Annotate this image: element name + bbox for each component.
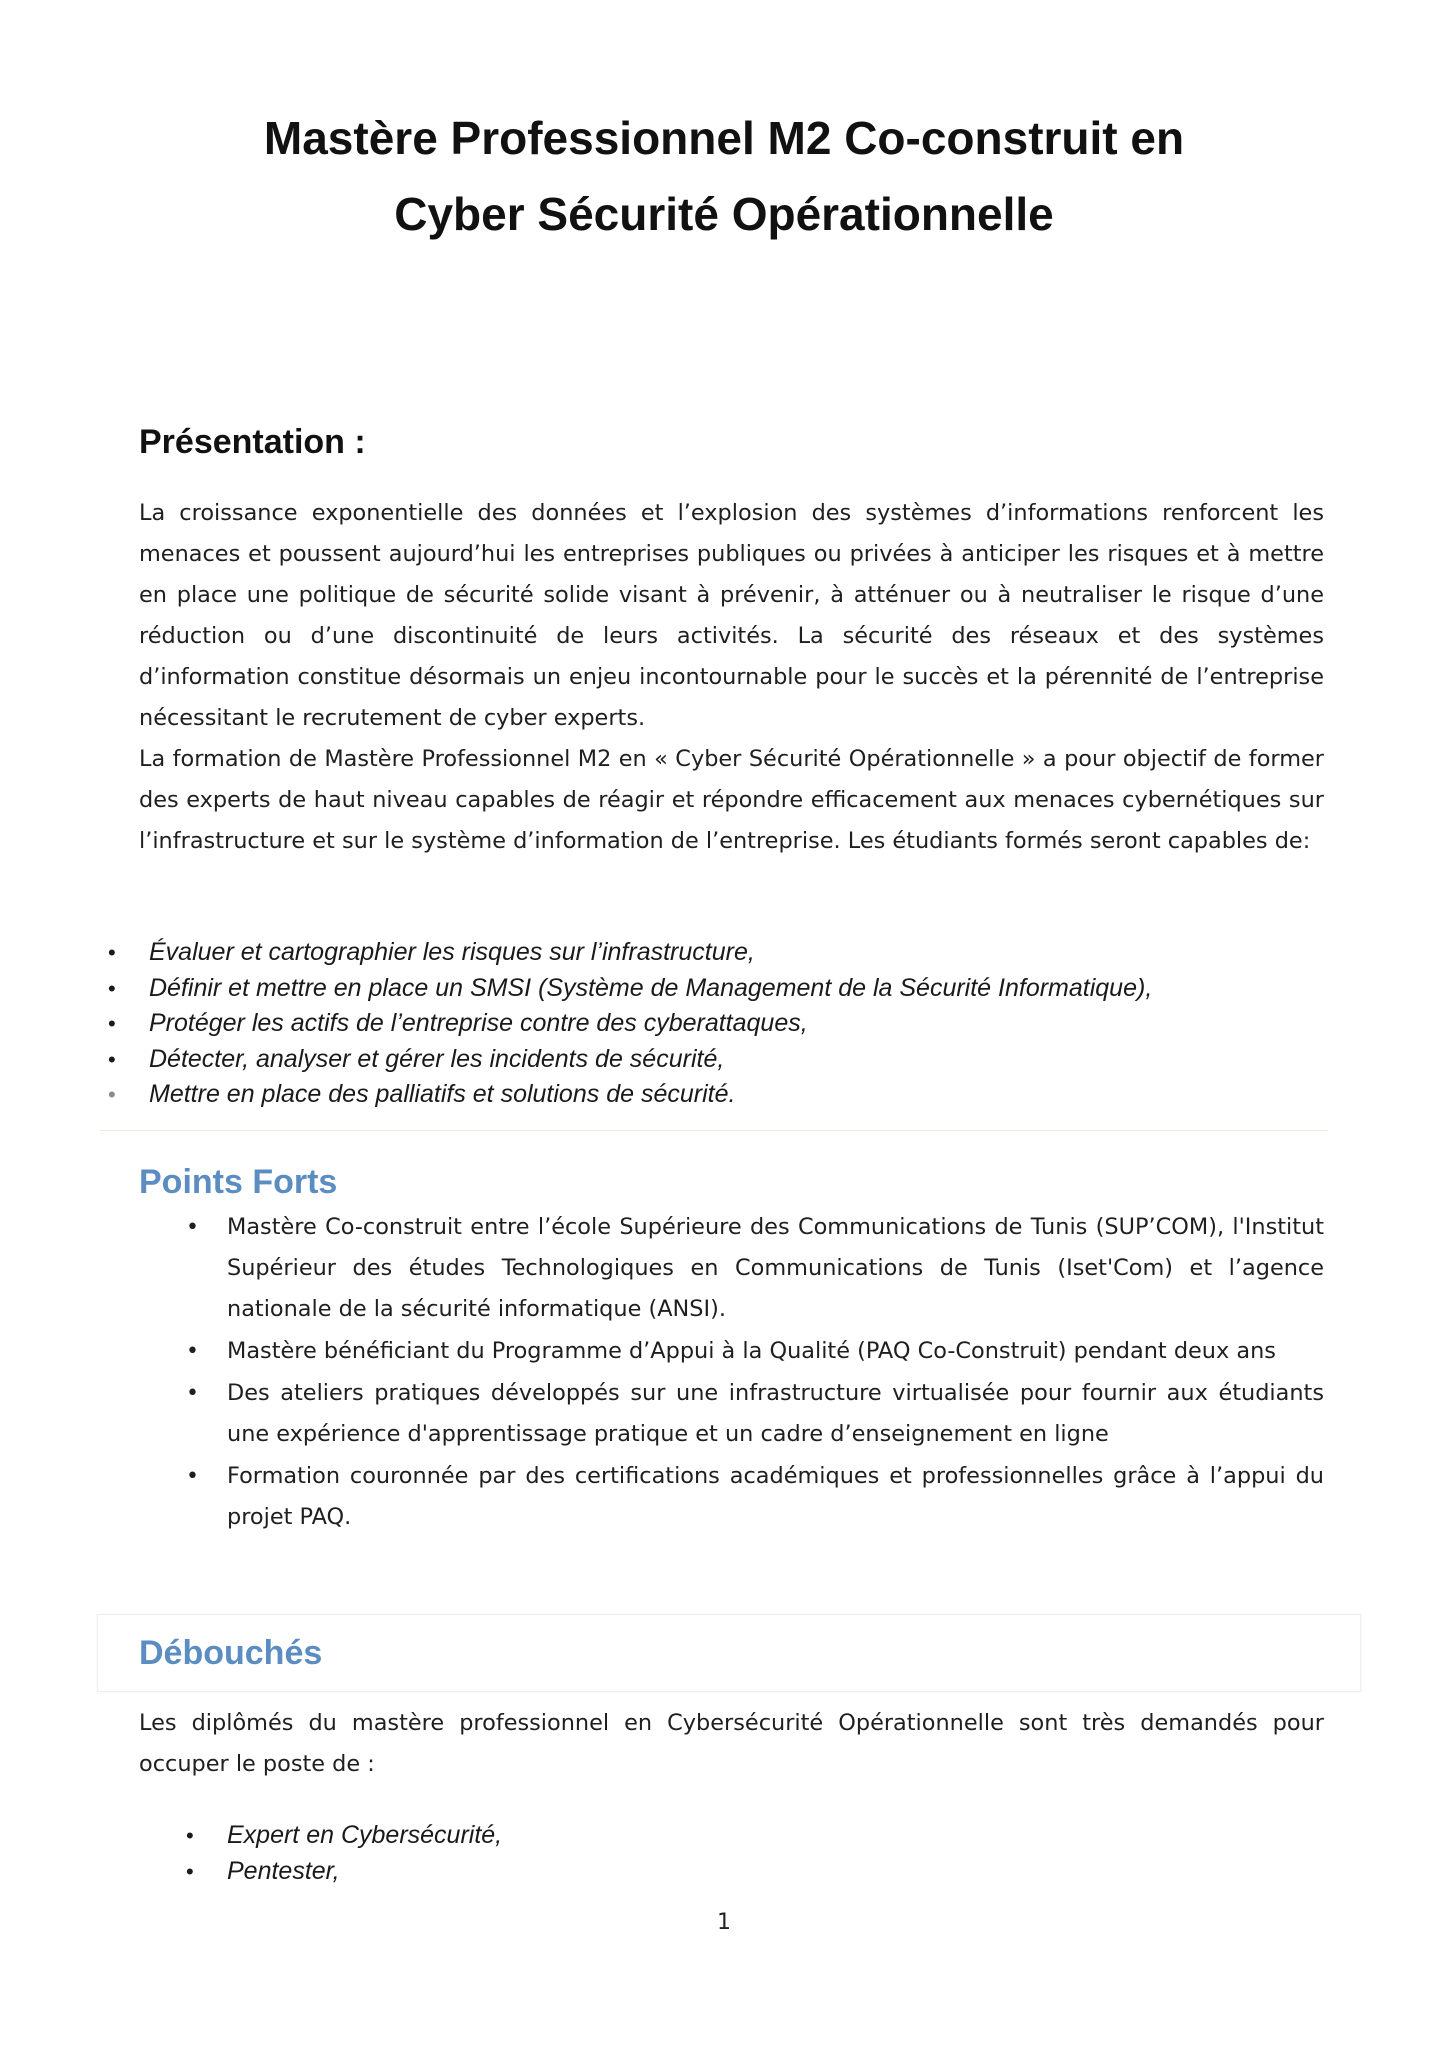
document-title <box>0 100 1448 252</box>
list-item: • Mastère bénéficiant du Programme d’Appui à la Qualité (PAQ Co-Construit) pendant deux ans <box>139 1331 1324 1372</box>
bullet-icon: • <box>108 1046 116 1072</box>
bullet-icon: • <box>186 1381 199 1406</box>
list-item: • Évaluer et cartographier les risques sur l’infrastructure, <box>100 935 1350 971</box>
bullet-icon: • <box>186 1215 199 1240</box>
jobs-list <box>139 1818 939 1889</box>
bullet-icon: • <box>186 1858 194 1884</box>
presentation-paragraph-2: La formation de Mastère Professionnel M2 en « Cyber Sécurité Opérationnelle » a pour objectif de former des experts de haut niveau capables de réagir et répondre efficacement aux menaces cybernétiques sur l’infrastructure et sur le système d’information de l’entreprise. Les étudiants formés seront capables de: <box>139 746 1324 854</box>
list-item: • Des ateliers pratiques développés sur une infrastructure virtualisée pour fournir aux étudiants une expérience d'apprentissage pratique et un cadre d’enseignement en ligne <box>139 1373 1324 1455</box>
objectives-list <box>100 935 1350 1113</box>
presentation-body <box>139 493 1324 862</box>
points-forts-list <box>139 1207 1324 1539</box>
list-item: • Détecter, analyser et gérer les incidents de sécurité, <box>100 1042 1350 1078</box>
presentation-paragraph-1: La croissance exponentielle des données et l’explosion des systèmes d’informations renforcent les menaces et poussent aujourd’hui les entreprises publiques ou privées à anticiper les risques et à mettre en place une politique de sécurité solide visant à prévenir, à atténuer ou à neutraliser le risque d’une réduction ou d’une discontinuité de leurs activités. La sécurité des réseaux et des systèmes d’information constitue désormais un enjeu incontournable pour le succès et la pérennité de l’entreprise nécessitant le recrutement de cyber experts. <box>139 500 1324 731</box>
title-line-2: Cyber Sécurité Opérationnelle <box>394 188 1054 240</box>
title-line-1: Mastère Professionnel M2 Co-construit en <box>263 112 1185 164</box>
list-item: • Définir et mettre en place un SMSI (Système de Management de la Sécurité Informatique), <box>100 971 1350 1007</box>
list-item: • Pentester, <box>139 1854 939 1890</box>
page-number: 1 <box>717 1910 731 1935</box>
list-item: • Formation couronnée par des certifications académiques et professionnelles grâce à l’appui du projet PAQ. <box>139 1456 1324 1538</box>
list-item: • Mettre en place des palliatifs et solutions de sécurité. <box>100 1077 1350 1113</box>
bullet-icon: • <box>186 1464 199 1489</box>
debouches-intro: Les diplômés du mastère professionnel en Cybersécurité Opérationnelle sont très demandés pour occuper le poste de : <box>139 1710 1324 1777</box>
presentation-heading: Présentation : <box>139 423 366 461</box>
bullet-icon: • <box>186 1339 199 1364</box>
list-item: • Mastère Co-construit entre l’école Supérieure des Communications de Tunis (SUP’COM), l'Institut Supérieur des études Technologiques en Communications de Tunis (Iset'Com) et l’agence nationale de la sécurité informatique (ANSI). <box>139 1207 1324 1330</box>
bullet-icon: • <box>108 940 116 965</box>
bullet-icon: • <box>108 975 116 1001</box>
bullet-icon: • <box>186 1823 194 1848</box>
points-forts-heading: Points Forts <box>139 1163 338 1201</box>
bullet-icon: • <box>108 1011 116 1036</box>
list-item: • Protéger les actifs de l’entreprise contre des cyberattaques, <box>100 1006 1350 1042</box>
bullet-icon: • <box>108 1082 116 1107</box>
debouches-heading: Débouchés <box>139 1634 323 1672</box>
debouches-body <box>139 1703 1324 1785</box>
list-item: • Expert en Cybersécurité, <box>139 1818 939 1854</box>
section-divider <box>100 1130 1328 1131</box>
